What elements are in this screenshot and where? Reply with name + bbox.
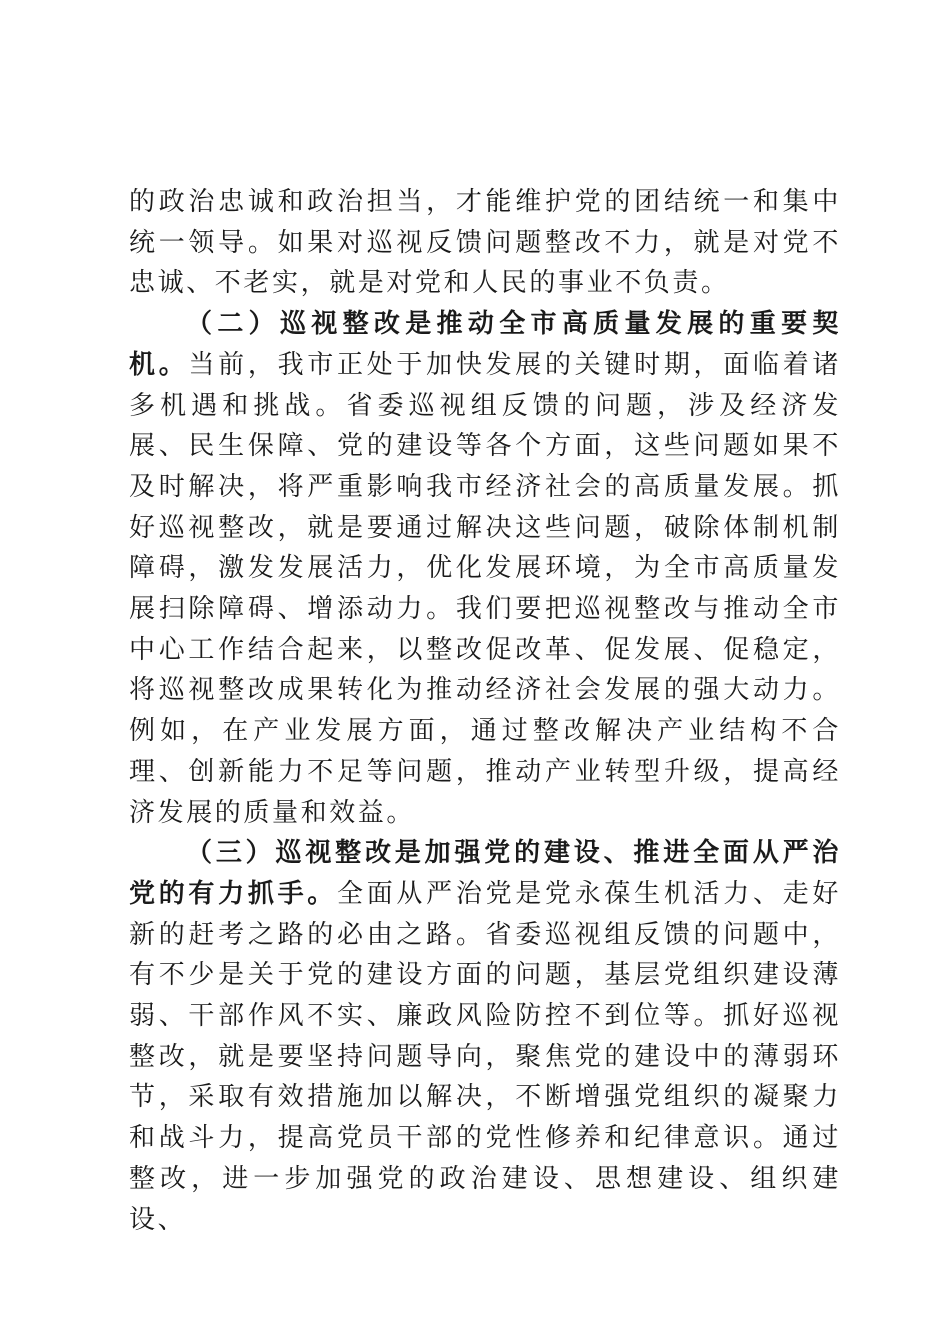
section-heading: （三）巡视整改是加强党的建设、推进全面从严治党的有力抓手。	[129, 838, 841, 909]
paragraph-body: 全面从严治党是党永葆生机活力、走好新的赶考之路的必由之路。省委巡视组反馈的问题中，有不少是关于党的建设方面的问题，基层党组织建设薄弱、干部作风不实、廉政风险防控不到位等。抓好巡视整改，就是要坚持问题导向，聚焦党的建设中的薄弱环节，采取有效措施加以解决，不断增强党组织的凝聚力和战斗力，提高党员干部的党性修养和纪律意识。通过整改，进一步加强党的政治建设、思想建设、组织建设、	[129, 878, 842, 1235]
paragraph-body: 的政治忠诚和政治担当，才能维护党的团结统一和集中统一领导。如果对巡视反馈问题整改不力，就是对党不忠诚、不老实，就是对党和人民的事业不负责。	[129, 187, 841, 299]
paragraph-section-3	[129, 833, 841, 1240]
paragraph-body: 当前，我市正处于加快发展的关键时期，面临着诸多机遇和挑战。省委巡视组反馈的问题，涉及经济发展、民生保障、党的建设等各个方面，这些问题如果不及时解决，将严重影响我市经济社会的高质量发展。抓好巡视整改，就是要通过解决这些问题，破除体制机制障碍，激发发展活力，优化发展环境，为全市高质量发展扫除障碍、增添动力。我们要把巡视整改与推动全市中心工作结合起来，以整改促改革、促发展、促稳定，将巡视整改成果转化为推动经济社会发展的强大动力。例如，在产业发展方面，通过整改解决产业结构不合理、创新能力不足等问题，推动产业转型升级，提高经济发展的质量和效益。	[129, 349, 842, 828]
section-heading: （二）巡视整改是推动全市高质量发展的重要契机。	[129, 309, 841, 380]
paragraph-continuation	[129, 182, 841, 304]
document-body	[129, 182, 841, 1240]
paragraph-section-2	[129, 304, 841, 833]
